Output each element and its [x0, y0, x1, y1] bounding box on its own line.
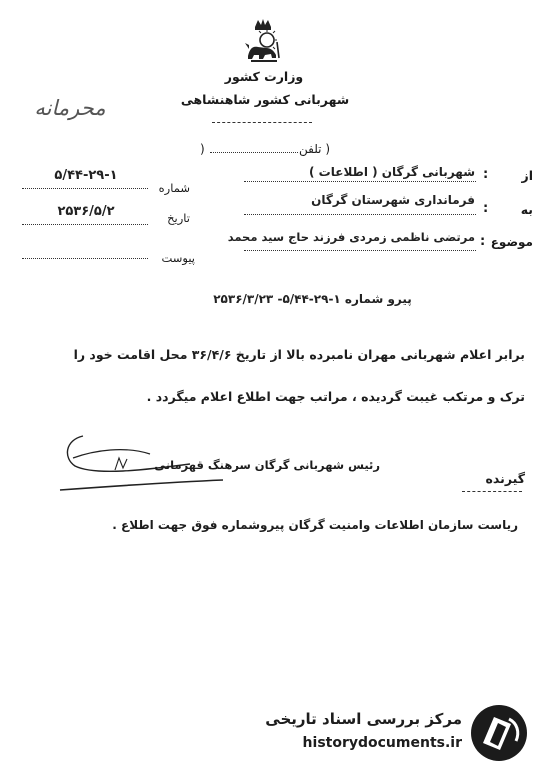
footer-website[interactable]: historydocuments.ir — [302, 735, 462, 751]
to-label: به — [520, 202, 533, 217]
date-label: تاریخ — [167, 211, 190, 225]
reference-line: پیرو شماره ۱-۲۹-۵/۴۴- ۲۵۳۶/۳/۲۳ — [213, 292, 412, 306]
phone-field — [200, 142, 330, 158]
recipients-label: گیرنده — [485, 471, 525, 486]
body-line-2: ترک و مرتکب غیبت گردیده ، مراتب جهت اطلاع اعلام میگردد . — [146, 389, 525, 404]
footer-org-name: مرکز بررسی اسناد تاریخی — [265, 710, 462, 728]
attachment-label: پیوست — [161, 251, 195, 265]
to-value: فرمانداری شهرستان گرگان — [311, 193, 475, 207]
from-value: شهربانی گرگان ( اطلاعات ) — [309, 165, 475, 179]
number-value: ۵/۴۴-۲۹-۱ — [54, 168, 118, 183]
office-title: شهربانی کشور شاهنشاهی — [180, 92, 350, 107]
emblem-icon — [243, 18, 283, 64]
from-line — [244, 181, 476, 182]
subject-label: موضوع — [490, 235, 533, 249]
phone-line — [210, 152, 298, 153]
from-colon: : — [483, 167, 489, 182]
subject-value: مرتضی ناظمی زمردی فرزند حاج سید محمد — [227, 230, 475, 244]
archive-logo-icon — [470, 704, 528, 762]
to-line — [244, 214, 476, 215]
footer-logo — [470, 704, 528, 762]
date-value: ۲۵۳۶/۵/۲ — [57, 204, 115, 219]
body-line-1: برابر اعلام شهربانی مهران نامبرده بالا از تاریخ ۳۶/۴/۶ محل اقامت خود را — [73, 347, 525, 362]
signature-title: رئیس شهربانی گرگان سرهنگ قهرمانی — [154, 458, 380, 472]
number-label: شماره — [158, 181, 190, 195]
ministry-title: وزارت کشور — [224, 69, 304, 84]
number-line — [22, 188, 148, 189]
classification-mark: محرمانه — [34, 96, 106, 120]
recipients-underline — [462, 491, 522, 492]
header-underline — [212, 122, 312, 123]
recipients-line: ریاست سازمان اطلاعات وامنیت گرگان پیروشماره فوق جهت اطلاع . — [112, 518, 518, 532]
from-label: از — [521, 168, 533, 183]
date-line — [22, 224, 148, 225]
attachment-line — [22, 258, 148, 259]
subject-line — [244, 250, 476, 251]
to-colon: : — [483, 201, 489, 216]
phone-close: ) — [200, 142, 205, 156]
phone-label: ( تلفن — [298, 142, 330, 156]
subject-colon: : — [480, 234, 486, 249]
